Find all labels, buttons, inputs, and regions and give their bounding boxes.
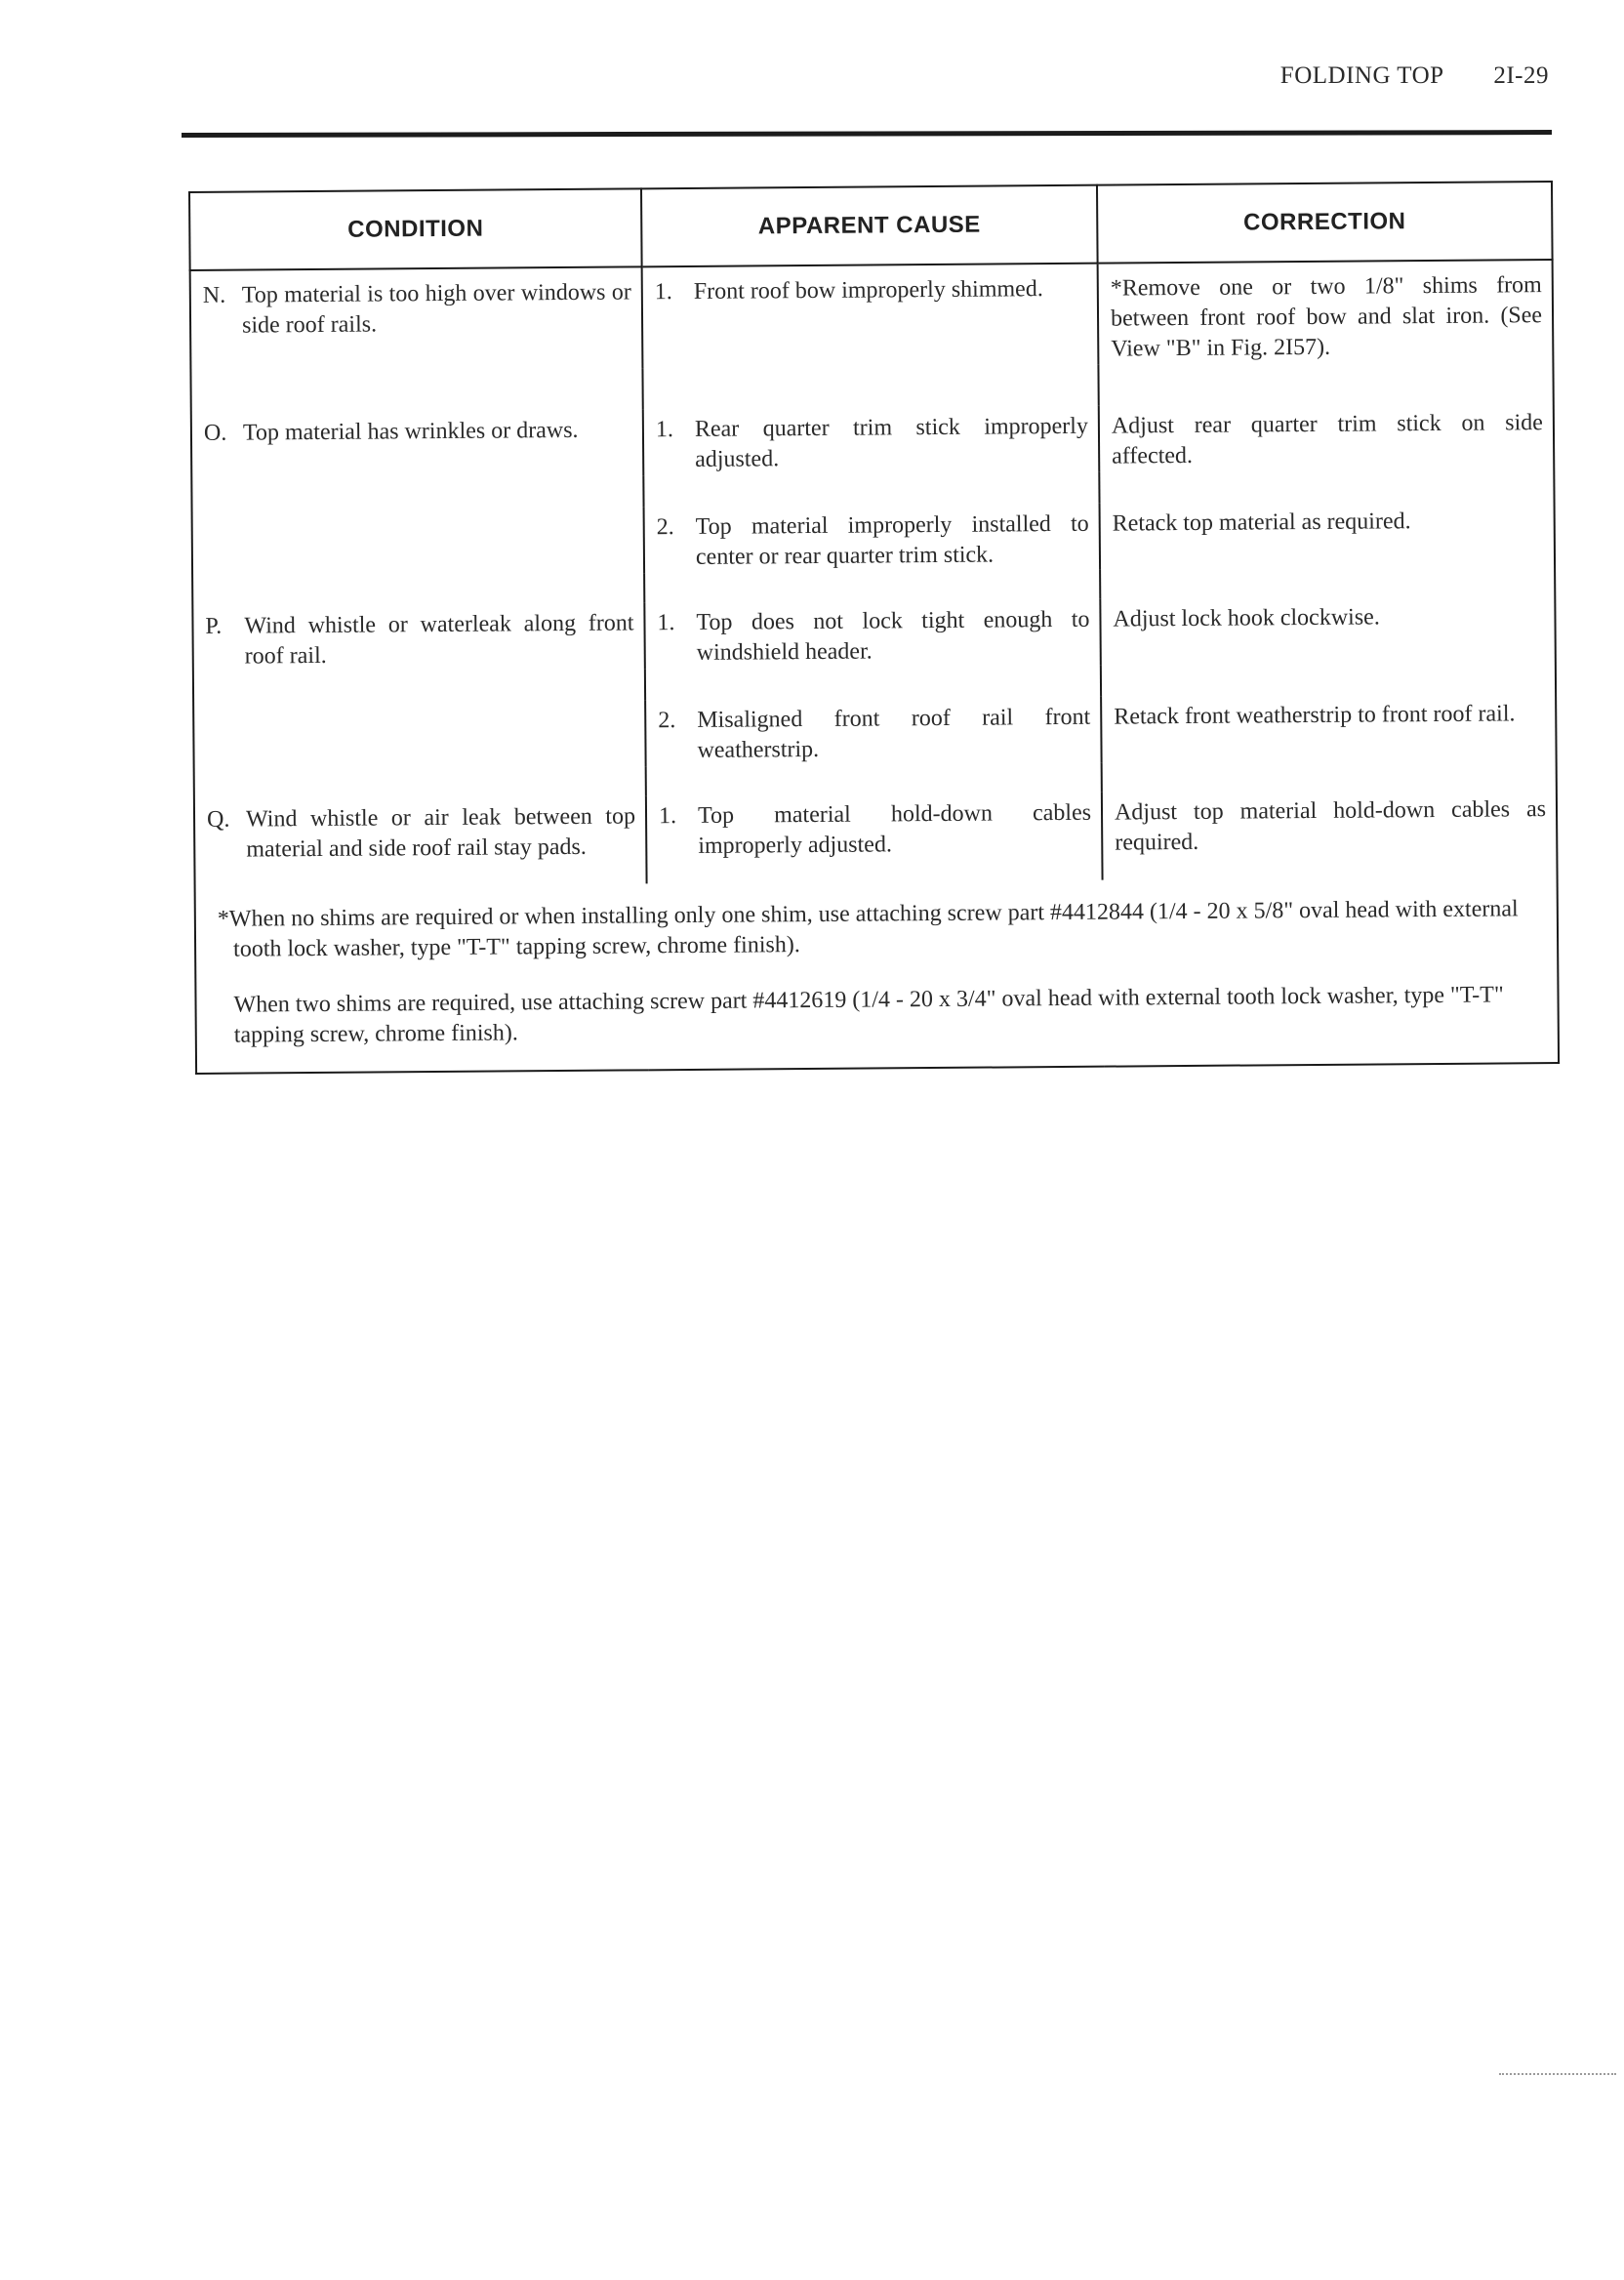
cause-cell bbox=[644, 599, 1101, 670]
condition-cell bbox=[192, 602, 645, 672]
condition-text: Wind whistle or waterleak along front roof rail. bbox=[244, 610, 634, 670]
column-header-apparent-cause: APPARENT CAUSE bbox=[641, 185, 1098, 267]
cause-number: 1. bbox=[657, 610, 675, 636]
condition-text: Top material has wrinkles or draws. bbox=[242, 417, 579, 446]
table-row bbox=[191, 402, 1554, 479]
scan-specks bbox=[1499, 2073, 1616, 2077]
cause-number: 1. bbox=[655, 417, 674, 443]
condition-o bbox=[204, 415, 632, 448]
correction-text: Retack front weatherstrip to front roof rail. bbox=[1114, 701, 1516, 730]
cause-text: Top material hold-down cables improperly adjusted. bbox=[697, 799, 1092, 859]
cause-cell bbox=[643, 406, 1100, 476]
correction-text: *Remove one or two 1/8" shims from between front roof bow and slat iron. (See View "B" in Fig. 2I57). bbox=[1110, 272, 1543, 362]
table-row bbox=[192, 500, 1555, 577]
footnote-cell bbox=[195, 876, 1559, 1074]
condition-text: Wind whistle or air leak between top material and side roof rail stay pads. bbox=[245, 803, 636, 863]
footnote-row bbox=[195, 876, 1559, 1074]
condition-cell bbox=[191, 409, 644, 479]
cause-item bbox=[657, 509, 1089, 573]
cause-text: Misaligned front roof rail front weatherstrip. bbox=[697, 704, 1091, 763]
condition-q bbox=[207, 801, 635, 865]
correction-cell bbox=[1100, 500, 1556, 570]
condition-letter: Q. bbox=[206, 806, 230, 833]
cause-text: Front roof bow improperly shimmed. bbox=[693, 276, 1043, 305]
cause-number: 2. bbox=[658, 708, 676, 734]
correction-text: Adjust lock hook clockwise. bbox=[1113, 604, 1380, 632]
cause-text: Rear quarter trim stick improperly adjusted. bbox=[694, 413, 1089, 472]
cause-number: 2. bbox=[656, 514, 674, 541]
footnote-single-shim: *When no shims are required or when installing only one shim, use attaching screw part #4412844 (1/4 - 20 x 5/8" oval head with external tooth lock washer, type "T-T" tapping screw, chrome finish). bbox=[217, 896, 1519, 962]
cause-item bbox=[658, 703, 1090, 766]
correction-cell bbox=[1101, 693, 1557, 763]
condition-p bbox=[205, 608, 633, 672]
column-header-correction: CORRECTION bbox=[1097, 182, 1553, 264]
diagnosis-table bbox=[188, 181, 1560, 1075]
page-number: 2I-29 bbox=[1493, 62, 1549, 89]
section-title: FOLDING TOP bbox=[1279, 62, 1444, 89]
correction-cell bbox=[1098, 260, 1554, 365]
diagnosis-chart bbox=[188, 181, 1558, 1075]
correction-cell bbox=[1100, 595, 1556, 666]
correction-text: Retack top material as required. bbox=[1112, 509, 1411, 537]
header-rule bbox=[182, 130, 1552, 138]
condition-cell bbox=[194, 795, 647, 887]
cause-item bbox=[656, 412, 1088, 475]
cause-item bbox=[655, 274, 1087, 307]
correction-cell bbox=[1102, 789, 1558, 880]
cause-text: Top material improperly installed to center or rear quarter trim stick. bbox=[695, 510, 1089, 570]
cause-cell bbox=[646, 793, 1103, 884]
table-row bbox=[190, 260, 1554, 372]
column-header-condition: CONDITION bbox=[189, 188, 642, 270]
table-row bbox=[192, 595, 1555, 672]
cause-cell bbox=[642, 264, 1099, 369]
cause-number: 1. bbox=[658, 803, 677, 830]
table-row bbox=[194, 789, 1558, 887]
condition-text: Top material is too high over windows or side roof rails. bbox=[241, 279, 631, 339]
cause-cell bbox=[645, 697, 1102, 767]
condition-cell bbox=[193, 700, 646, 770]
correction-text: Adjust top material hold-down cables as required. bbox=[1114, 796, 1547, 856]
cause-item bbox=[659, 798, 1091, 862]
correction-text: Adjust rear quarter trim stick on side affected. bbox=[1111, 410, 1544, 469]
condition-cell bbox=[192, 507, 645, 577]
cause-item bbox=[657, 605, 1089, 669]
condition-letter: O. bbox=[203, 420, 227, 446]
condition-letter: P. bbox=[205, 613, 223, 639]
table-header-row bbox=[189, 182, 1553, 270]
condition-cell bbox=[190, 266, 643, 372]
cause-number: 1. bbox=[654, 279, 672, 305]
running-header bbox=[1280, 62, 1549, 90]
correction-cell bbox=[1099, 402, 1555, 472]
condition-letter: N. bbox=[202, 282, 226, 308]
condition-n bbox=[203, 277, 631, 341]
cause-text: Top does not lock tight enough to windshield header. bbox=[696, 606, 1090, 666]
footnote-two-shims: When two shims are required, use attaching screw part #4412619 (1/4 - 20 x 3/4" oval head with external tooth lock washer, type "T-T" tapping screw, chrome finish). bbox=[233, 982, 1504, 1048]
table-row bbox=[193, 693, 1556, 770]
cause-cell bbox=[644, 504, 1101, 574]
